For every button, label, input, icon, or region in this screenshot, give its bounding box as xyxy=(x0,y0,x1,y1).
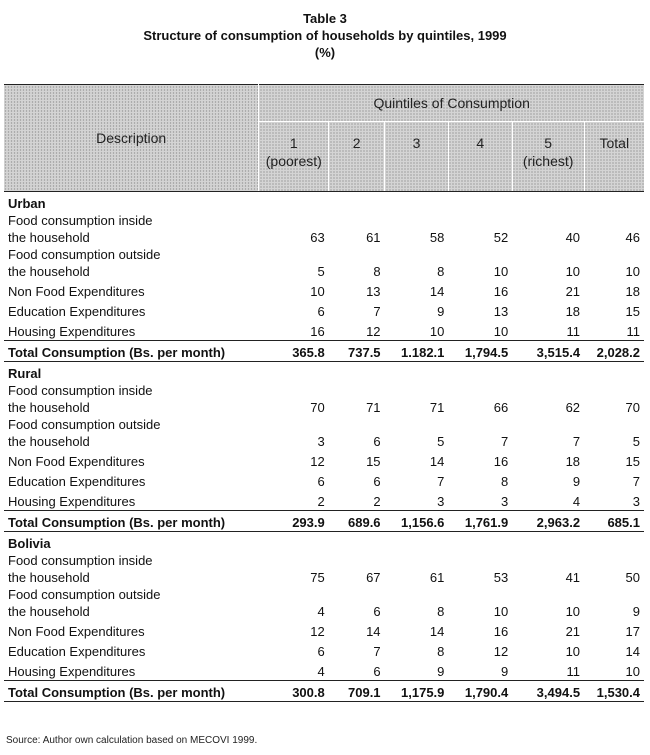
cell-value: 10 xyxy=(565,644,581,659)
row-label-line: Housing Expenditures xyxy=(8,664,136,679)
cell-value: 5 xyxy=(437,434,445,449)
total-value: 685.1 xyxy=(584,511,644,532)
row-label xyxy=(4,416,259,450)
cell-value: 6 xyxy=(373,664,381,679)
row-label-line: Food consumption inside xyxy=(8,553,153,568)
total-row xyxy=(4,341,644,362)
cell-value: 8 xyxy=(437,644,445,659)
cell-value: 41 xyxy=(565,570,581,585)
cell-value: 8 xyxy=(501,474,509,489)
cell-value: 14 xyxy=(429,454,445,469)
header-column xyxy=(385,122,449,192)
section-row xyxy=(4,192,644,213)
total-value: 1,530.4 xyxy=(584,681,644,702)
cell-value: 8 xyxy=(437,604,445,619)
cell-value: 14 xyxy=(366,624,381,639)
cell-value: 17 xyxy=(625,624,640,639)
row-label-line: the household xyxy=(8,264,90,279)
row-label-line: Education Expenditures xyxy=(8,474,146,489)
cell-value: 11 xyxy=(566,324,581,339)
cell-value: 10 xyxy=(625,664,640,679)
cell-value: 7 xyxy=(373,304,381,319)
header-column-top: 3 xyxy=(412,135,421,151)
cell-value: 8 xyxy=(437,264,445,279)
header-column-top: 4 xyxy=(476,135,485,151)
cell-value: 6 xyxy=(373,474,381,489)
table-header xyxy=(4,85,644,192)
cell-value: 10 xyxy=(493,604,509,619)
cell-value: 12 xyxy=(310,624,325,639)
cell-value: 18 xyxy=(565,454,581,469)
total-value: 1.182.1 xyxy=(385,341,449,362)
cell-value: 70 xyxy=(625,400,640,415)
cell-value: 9 xyxy=(437,304,445,319)
total-value: 300.8 xyxy=(259,681,329,702)
cell-value: 21 xyxy=(565,284,581,299)
section-row xyxy=(4,532,644,553)
table-row xyxy=(4,280,644,300)
table-row xyxy=(4,552,644,586)
cell-value: 7 xyxy=(501,434,509,449)
table-row xyxy=(4,490,644,511)
cell-value: 13 xyxy=(493,304,509,319)
total-value: 365.8 xyxy=(259,341,329,362)
header-column-top: 1 xyxy=(289,135,298,151)
cell-value: 63 xyxy=(310,230,325,245)
header-column xyxy=(512,122,584,192)
header-column-bottom: (poorest) xyxy=(265,153,322,169)
row-label-line: Non Food Expenditures xyxy=(8,284,145,299)
row-label-line: Food consumption outside xyxy=(8,247,161,262)
table-row xyxy=(4,470,644,490)
cell-value: 7 xyxy=(572,434,581,449)
row-label-line: Food consumption inside xyxy=(8,383,153,398)
cell-value: 52 xyxy=(493,230,509,245)
cell-value: 62 xyxy=(565,400,581,415)
cell-value: 6 xyxy=(373,604,381,619)
table-row xyxy=(4,382,644,416)
total-value: 689.6 xyxy=(329,511,385,532)
cell-value: 10 xyxy=(493,324,509,339)
cell-value: 12 xyxy=(310,454,325,469)
cell-value: 9 xyxy=(501,664,509,679)
table-row xyxy=(4,586,644,620)
total-value: 3,515.4 xyxy=(512,341,584,362)
cell-value: 9 xyxy=(437,664,445,679)
cell-value: 4 xyxy=(317,664,325,679)
cell-value: 10 xyxy=(565,604,581,619)
cell-value: 10 xyxy=(565,264,581,279)
table-row xyxy=(4,620,644,640)
total-label: Total Consumption (Bs. per month) xyxy=(4,511,259,532)
cell-value: 67 xyxy=(366,570,381,585)
cell-value: 15 xyxy=(625,304,640,319)
cell-value: 71 xyxy=(429,400,445,415)
section-label: Urban xyxy=(4,192,644,213)
row-label xyxy=(4,660,259,681)
table-title: Structure of consumption of households by quintiles, 1999 xyxy=(143,28,507,43)
cell-value: 3 xyxy=(317,434,325,449)
cell-value: 50 xyxy=(625,570,640,585)
cell-value: 10 xyxy=(310,284,325,299)
total-value: 1,794.5 xyxy=(448,341,512,362)
section-row xyxy=(4,362,644,383)
header-column xyxy=(329,122,385,192)
cell-value: 6 xyxy=(317,474,325,489)
source-note: Source: Author own calculation based on MECOVI 1999. xyxy=(6,735,258,746)
row-label xyxy=(4,490,259,511)
cell-value: 9 xyxy=(572,474,581,489)
cell-value: 14 xyxy=(429,624,445,639)
header-column xyxy=(259,122,329,192)
table-row xyxy=(4,660,644,681)
section-label: Rural xyxy=(4,362,644,383)
cell-value: 46 xyxy=(625,230,640,245)
cell-value: 6 xyxy=(317,644,325,659)
cell-value: 12 xyxy=(493,644,509,659)
cell-value: 3 xyxy=(437,494,445,509)
table-row xyxy=(4,416,644,450)
row-label-line: Food consumption outside xyxy=(8,417,161,432)
table-unit: (%) xyxy=(314,45,336,60)
cell-value: 18 xyxy=(625,284,640,299)
header-quintiles-group: Quintiles of Consumption xyxy=(259,85,644,122)
row-label xyxy=(4,246,259,280)
row-label xyxy=(4,450,259,470)
row-label xyxy=(4,212,259,246)
total-value: 1,761.9 xyxy=(448,511,512,532)
cell-value: 58 xyxy=(429,230,445,245)
cell-value: 9 xyxy=(632,604,640,619)
cell-value: 3 xyxy=(501,494,509,509)
cell-value: 14 xyxy=(429,284,445,299)
total-value: 2,963.2 xyxy=(512,511,584,532)
row-label xyxy=(4,382,259,416)
total-label: Total Consumption (Bs. per month) xyxy=(4,341,259,362)
row-label-line: the household xyxy=(8,230,90,245)
cell-value: 11 xyxy=(566,664,581,679)
row-label-line: Education Expenditures xyxy=(8,644,146,659)
cell-value: 15 xyxy=(625,454,640,469)
row-label-line: Food consumption outside xyxy=(8,587,161,602)
section-label: Bolivia xyxy=(4,532,644,553)
cell-value: 6 xyxy=(373,434,381,449)
total-value: 1,156.6 xyxy=(385,511,449,532)
cell-value: 21 xyxy=(565,624,581,639)
cell-value: 7 xyxy=(437,474,445,489)
cell-value: 16 xyxy=(493,454,509,469)
total-value: 709.1 xyxy=(329,681,385,702)
total-row xyxy=(4,681,644,702)
row-label xyxy=(4,300,259,320)
row-label-line: the household xyxy=(8,400,90,415)
row-label xyxy=(4,470,259,490)
cell-value: 4 xyxy=(572,494,581,509)
cell-value: 7 xyxy=(632,474,640,489)
row-label xyxy=(4,640,259,660)
cell-value: 53 xyxy=(493,570,509,585)
total-row xyxy=(4,511,644,532)
row-label-line: the household xyxy=(8,604,90,619)
cell-value: 16 xyxy=(310,324,325,339)
cell-value: 70 xyxy=(310,400,325,415)
cell-value: 4 xyxy=(317,604,325,619)
cell-value: 3 xyxy=(632,494,640,509)
header-column-top: Total xyxy=(599,135,630,151)
cell-value: 71 xyxy=(366,400,381,415)
cell-value: 10 xyxy=(429,324,445,339)
cell-value: 66 xyxy=(493,400,509,415)
row-label xyxy=(4,280,259,300)
table-number: Table 3 xyxy=(303,11,347,26)
row-label-line: Food consumption inside xyxy=(8,213,153,228)
cell-value: 40 xyxy=(565,230,581,245)
header-column-top: 5 xyxy=(544,135,553,151)
cell-value: 61 xyxy=(429,570,445,585)
cell-value: 11 xyxy=(626,324,640,339)
row-label-line: Non Food Expenditures xyxy=(8,454,145,469)
cell-value: 75 xyxy=(310,570,325,585)
cell-value: 61 xyxy=(366,230,381,245)
table-row xyxy=(4,320,644,341)
cell-value: 16 xyxy=(493,284,509,299)
total-value: 1,790.4 xyxy=(448,681,512,702)
total-value: 2,028.2 xyxy=(584,341,644,362)
table-body xyxy=(4,192,644,702)
cell-value: 16 xyxy=(493,624,509,639)
total-value: 293.9 xyxy=(259,511,329,532)
cell-value: 10 xyxy=(493,264,509,279)
consumption-table xyxy=(4,84,644,702)
row-label-line: Non Food Expenditures xyxy=(8,624,145,639)
cell-value: 10 xyxy=(625,264,640,279)
cell-value: 6 xyxy=(317,304,325,319)
cell-value: 12 xyxy=(366,324,381,339)
header-column xyxy=(584,122,644,192)
total-value: 737.5 xyxy=(329,341,385,362)
header-column xyxy=(448,122,512,192)
cell-value: 8 xyxy=(373,264,381,279)
table-row xyxy=(4,640,644,660)
table-row xyxy=(4,246,644,280)
header-column-bottom: (richest) xyxy=(522,153,574,169)
row-label xyxy=(4,620,259,640)
cell-value: 14 xyxy=(625,644,640,659)
cell-value: 2 xyxy=(373,494,381,509)
cell-value: 5 xyxy=(632,434,640,449)
cell-value: 2 xyxy=(317,494,325,509)
table-row xyxy=(4,300,644,320)
cell-value: 13 xyxy=(366,284,381,299)
cell-value: 5 xyxy=(317,264,325,279)
row-label-line: the household xyxy=(8,570,90,585)
row-label xyxy=(4,552,259,586)
row-label-line: Education Expenditures xyxy=(8,304,146,319)
cell-value: 18 xyxy=(565,304,581,319)
header-description: Description xyxy=(4,85,259,192)
header-column-top: 2 xyxy=(352,135,361,151)
cell-value: 15 xyxy=(366,454,381,469)
row-label-line: the household xyxy=(8,434,90,449)
table-title-block xyxy=(0,10,650,61)
row-label-line: Housing Expenditures xyxy=(8,324,136,339)
total-label: Total Consumption (Bs. per month) xyxy=(4,681,259,702)
row-label-line: Housing Expenditures xyxy=(8,494,136,509)
total-value: 1,175.9 xyxy=(385,681,449,702)
table-row xyxy=(4,450,644,470)
row-label xyxy=(4,586,259,620)
total-value: 3,494.5 xyxy=(512,681,584,702)
table-row xyxy=(4,212,644,246)
cell-value: 7 xyxy=(373,644,381,659)
row-label xyxy=(4,320,259,341)
